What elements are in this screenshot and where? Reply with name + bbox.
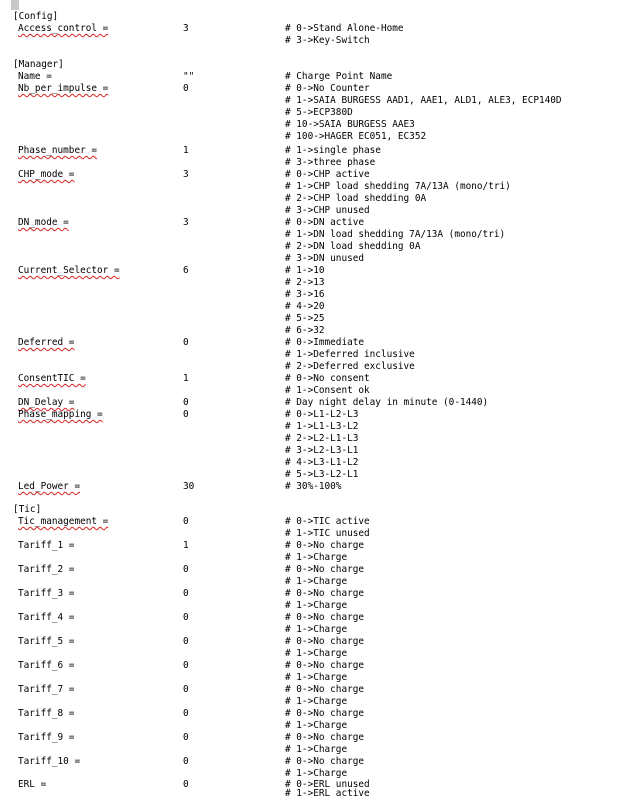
param-comment: # Day night delay in minute (0-1440) (285, 397, 489, 408)
param-comment: # 1->Charge (285, 768, 348, 779)
param-comment: # 0->Immediate (285, 337, 365, 348)
param-comment: # 1->Charge (285, 648, 348, 659)
param-value: 0 (183, 397, 189, 408)
param-value: 0 (183, 732, 189, 743)
param-name: Led_Power = (18, 481, 81, 492)
param-name: Phase_number = (18, 145, 98, 156)
param-comment: # 30%-100% (285, 481, 342, 492)
param-value: 30 (183, 481, 195, 492)
param-comment: # 10->SAIA BURGESS AAE3 (285, 119, 415, 130)
param-comment: # 1->SAIA BURGESS AAD1, AAE1, ALD1, ALE3, ECP140D (285, 95, 562, 106)
param-value: 1 (183, 540, 189, 551)
param-comment: # 1->Charge (285, 672, 348, 683)
param-comment: # 1->DN load shedding 7A/13A (mono/tri) (285, 229, 506, 240)
param-comment: # 0->Stand Alone-Home (285, 23, 404, 34)
param-name: Tariff_6 = (18, 660, 75, 671)
param-name: Name = (18, 71, 52, 82)
param-comment: # 0->No charge (285, 540, 365, 551)
param-comment: # 2->CHP load shedding 0A (285, 193, 427, 204)
param-value: 0 (183, 684, 189, 695)
param-comment: # 0->No charge (285, 756, 365, 767)
param-value: 0 (183, 612, 189, 623)
param-comment: # 4->20 (285, 301, 325, 312)
param-value: 0 (183, 660, 189, 671)
param-name: Nb_per_impulse = (18, 83, 109, 94)
param-value: 1 (183, 145, 189, 156)
param-comment: # 0->No Counter (285, 83, 370, 94)
param-comment: # 3->DN unused (285, 253, 365, 264)
param-name: ConsentTIC = (18, 373, 86, 384)
param-name: Tariff_4 = (18, 612, 75, 623)
section-header-config: [Config] (13, 11, 59, 22)
param-comment: # 0->TIC active (285, 516, 370, 527)
param-comment: # 1->TIC unused (285, 528, 370, 539)
param-comment: # 3->Key-Switch (285, 35, 370, 46)
param-comment: # 1->Charge (285, 744, 348, 755)
param-value: 0 (183, 588, 189, 599)
param-comment: # 0->No charge (285, 684, 365, 695)
param-value: 1 (183, 373, 189, 384)
param-comment: # 0->No charge (285, 660, 365, 671)
param-value: "" (183, 71, 195, 82)
param-name: Tariff_2 = (18, 564, 75, 575)
param-value: 0 (183, 779, 189, 790)
param-name: Tariff_10 = (18, 756, 81, 767)
param-comment: # 2->Deferred exclusive (285, 361, 415, 372)
param-value: 0 (183, 409, 189, 420)
param-comment: # 1->Charge (285, 552, 348, 563)
param-value: 0 (183, 516, 189, 527)
param-comment: # 1->Deferred inclusive (285, 349, 415, 360)
param-comment: # 0->No charge (285, 708, 365, 719)
param-comment: # 0->No charge (285, 564, 365, 575)
param-comment: # 0->No charge (285, 636, 365, 647)
param-value: 0 (183, 756, 189, 767)
param-comment: # 0->No charge (285, 588, 365, 599)
param-comment: # 3->L2-L3-L1 (285, 445, 359, 456)
param-name: DN_mode = (18, 217, 69, 228)
param-comment: # 5->ECP380D (285, 107, 353, 118)
param-value: 6 (183, 265, 189, 276)
param-name: Tariff_1 = (18, 540, 75, 551)
param-value: 0 (183, 337, 189, 348)
param-value: 3 (183, 169, 189, 180)
param-name: CHP_mode = (18, 169, 75, 180)
param-comment: # 0->ERL unused (285, 779, 370, 790)
param-name: ERL = (18, 779, 47, 790)
param-comment: # 3->three phase (285, 157, 376, 168)
param-comment: # 1->Charge (285, 600, 348, 611)
param-comment: # 2->L2-L1-L3 (285, 433, 359, 444)
param-comment: # 2->DN load shedding 0A (285, 241, 421, 252)
param-comment: # Charge Point Name (285, 71, 393, 82)
param-name: Phase_mapping = (18, 409, 103, 420)
param-comment: # 1->L1-L3-L2 (285, 421, 359, 432)
param-value: 3 (183, 217, 189, 228)
param-value: 0 (183, 83, 189, 94)
param-comment: # 0->No charge (285, 732, 365, 743)
param-name: DN_Delay = (18, 397, 75, 408)
param-comment: # 0->DN active (285, 217, 365, 228)
param-name: Tariff_3 = (18, 588, 75, 599)
param-comment: # 3->CHP unused (285, 205, 370, 216)
param-value: 0 (183, 636, 189, 647)
param-name: Deferred = (18, 337, 75, 348)
param-name: Current_Selector = (18, 265, 120, 276)
param-value: 0 (183, 564, 189, 575)
param-comment: # 5->L3-L2-L1 (285, 469, 359, 480)
param-value: 3 (183, 23, 189, 34)
param-name: Tariff_5 = (18, 636, 75, 647)
section-header-manager: [Manager] (13, 59, 64, 70)
param-comment: # 1->Charge (285, 696, 348, 707)
param-comment: # 2->13 (285, 277, 325, 288)
text-cursor (11, 0, 19, 10)
param-comment: # 1->ERL active (285, 788, 370, 799)
param-comment: # 1->Charge (285, 576, 348, 587)
param-value: 0 (183, 708, 189, 719)
param-comment: # 4->L3-L1-L2 (285, 457, 359, 468)
param-comment: # 1->single phase (285, 145, 381, 156)
param-name: Tic_management = (18, 516, 109, 527)
section-header-tic: [Tic] (13, 504, 42, 515)
param-name: Tariff_7 = (18, 684, 75, 695)
param-name: Access_control = (18, 23, 109, 34)
param-comment: # 0->L1-L2-L3 (285, 409, 359, 420)
param-comment: # 1->CHP load shedding 7A/13A (mono/tri) (285, 181, 511, 192)
param-comment: # 1->Charge (285, 624, 348, 635)
param-comment: # 6->32 (285, 325, 325, 336)
param-comment: # 1->Consent ok (285, 385, 370, 396)
param-comment: # 0->No charge (285, 612, 365, 623)
param-comment: # 1->Charge (285, 720, 348, 731)
param-comment: # 3->16 (285, 289, 325, 300)
param-comment: # 5->25 (285, 313, 325, 324)
param-comment: # 1->10 (285, 265, 325, 276)
param-comment: # 0->No consent (285, 373, 370, 384)
param-comment: # 0->CHP active (285, 169, 370, 180)
param-comment: # 100->HAGER EC051, EC352 (285, 131, 427, 142)
param-name: Tariff_8 = (18, 708, 75, 719)
param-name: Tariff_9 = (18, 732, 75, 743)
